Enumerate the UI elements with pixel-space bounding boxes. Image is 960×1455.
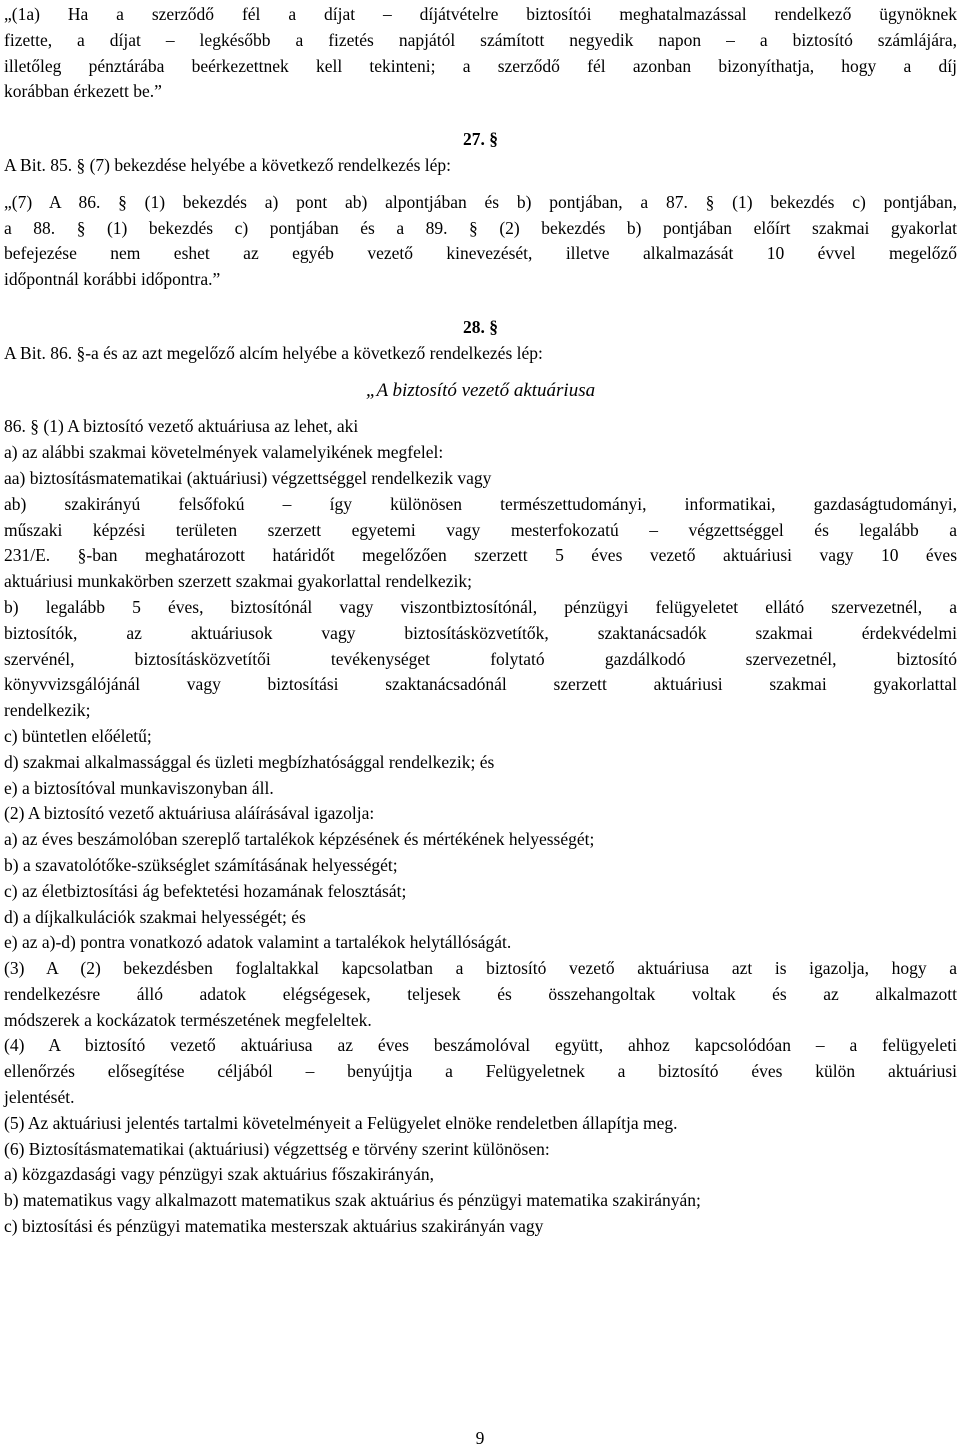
intro-paragraph — [4, 2, 957, 105]
text-line: a) az éves beszámolóban szereplő tartalékok képzésének és mértékének helyességét; — [4, 829, 595, 850]
text-line: „(7) A 86. § (1) bekezdés a) pont ab) alpontjában és b) pontjában, a 87. § (1) bekezdés c) pontjában, — [4, 191, 957, 212]
text-line: „(1a) Ha a szerződő fél a díjat – díjátvételre biztosítói meghatalmazással rendelkező ügynöknek — [4, 4, 957, 24]
section-27 — [4, 127, 957, 293]
text-line: a) közgazdasági vagy pénzügyi szak aktuárius főszakirányán, — [4, 1164, 435, 1185]
text-line: 231/E. §-ban meghatározott határidőt megelőzően szerzett 5 éves vezető aktuáriusi vagy 10 éves — [4, 545, 957, 566]
text-line: a 88. § (1) bekezdés c) pontjában és a 89. § (2) bekezdés b) pontjában előírt szakmai gyakorlat — [4, 217, 957, 238]
text-line: ellenőrzés elősegítése céljából – benyújtja a Felügyeletnek a biztosító éves külön aktuáriusi — [4, 1061, 957, 1082]
section-heading: 28. § — [463, 316, 498, 337]
text-line: könyvvizsgálójánál vagy biztosítási szaktanácsadónál szerzett aktuáriusi szakmai gyakorlattal — [4, 674, 957, 695]
text-line: 86. § (1) A biztosító vezető aktuáriusa az lehet, aki — [4, 416, 359, 437]
text-line: aktuáriusi munkakörben szerzett szakmai gyakorlattal rendelkezik; — [4, 571, 472, 592]
text-line: e) az a)-d) pontra vonatkozó adatok valamint a tartalékok helytállóságát. — [4, 932, 512, 953]
text-line: szervénél, biztosításközvetítői tevékenységet folytató gazdálkodó szervezetnél, biztosító — [4, 648, 957, 669]
text-line: fizette, a díjat – legkésőbb a fizetés napjától számított negyedik napon – a biztosító számlájára, — [4, 29, 957, 50]
section-body — [4, 414, 957, 1240]
text-line: ab) szakirányú felsőfokú – így különösen természettudományi, informatikai, gazdaságtudományi, — [4, 493, 957, 514]
text-line: időpontnál korábbi időpontra.” — [4, 269, 221, 290]
text-line: (4) A biztosító vezető aktuáriusa az éves beszámolóval együtt, ahhoz kapcsolódóan – a felügyeleti — [4, 1035, 957, 1056]
subtitle: „A biztosító vezető aktuáriusa — [365, 379, 596, 401]
page-number: 9 — [475, 1428, 485, 1448]
text-line: c) büntetlen előéletű; — [4, 725, 152, 746]
text-line: (5) Az aktuáriusi jelentés tartalmi követelményeit a Felügyelet elnöke rendeletben állapítja meg. — [4, 1112, 678, 1133]
text-line: (3) A (2) bekezdésben foglaltakkal kapcsolatban a biztosító vezető aktuáriusa azt is igazolja, hogy a — [4, 958, 957, 979]
text-line: aa) biztosításmatematikai (aktuáriusi) végzettséggel rendelkezik vagy — [4, 467, 492, 488]
text-line: (6) Biztosításmatematikai (aktuáriusi) végzettség e törvény szerint különösen: — [4, 1138, 550, 1159]
text-line: a) az alábbi szakmai követelmények valamelyikének megfelel: — [4, 442, 444, 463]
text-line: e) a biztosítóval munkaviszonyban áll. — [4, 777, 274, 798]
text-line: b) matematikus vagy alkalmazott matematikus szak aktuárius és pénzügyi matematika szakirányán; — [4, 1190, 701, 1211]
section-28 — [4, 315, 957, 414]
text-line: rendelkezésre álló adatok elégségesek, teljesek és összehangoltak voltak és az alkalmazott — [4, 983, 957, 1004]
section-intro: A Bit. 85. § (7) bekezdése helyébe a következő rendelkezés lép: — [4, 154, 452, 175]
text-line: módszerek a kockázatok természetének megfeleltek. — [4, 1009, 372, 1030]
document-page — [4, 2, 957, 1240]
text-line: (2) A biztosító vezető aktuáriusa aláírásával igazolja: — [4, 803, 375, 824]
section-heading: 27. § — [463, 129, 498, 150]
text-line: műszaki képzési területen szerzett egyetemi vagy mesterfokozatú – végzettséggel és legalább a — [4, 519, 957, 540]
text-line: illetőleg pénztárába beérkezettnek kell tekinteni; a szerződő fél azonban bizonyíthatja, hogy a díj — [4, 55, 957, 76]
text-line: c) az életbiztosítási ág befektetési hozamának felosztását; — [4, 880, 407, 901]
text-line: jelentését. — [4, 1087, 75, 1108]
text-line: b) a szavatolótőke-szükséglet számításának helyességét; — [4, 854, 398, 875]
text-line: befejezése nem eshet az egyéb vezető kinevezését, illetve alkalmazását 10 évvel megelőző — [4, 243, 957, 264]
text-line: rendelkezik; — [4, 700, 91, 721]
text-line: c) biztosítási és pénzügyi matematika mesterszak aktuárius szakirányán vagy — [4, 1216, 544, 1237]
text-line: b) legalább 5 éves, biztosítónál vagy viszontbiztosítónál, pénzügyi felügyeletet ellátó szervezetnél, a — [4, 596, 957, 617]
text-line: d) szakmai alkalmassággal és üzleti megbízhatósággal rendelkezik; és — [4, 751, 495, 772]
text-line: biztosítók, az aktuáriusok vagy biztosításközvetítők, szaktanácsadók szakmai érdekvédelmi — [4, 622, 957, 643]
text-line: korábban érkezett be.” — [4, 81, 162, 102]
text-line: d) a díjkalkulációk szakmai helyességét; és — [4, 906, 306, 927]
section-intro: A Bit. 86. §-a és az azt megelőző alcím helyébe a következő rendelkezés lép: — [4, 342, 543, 363]
